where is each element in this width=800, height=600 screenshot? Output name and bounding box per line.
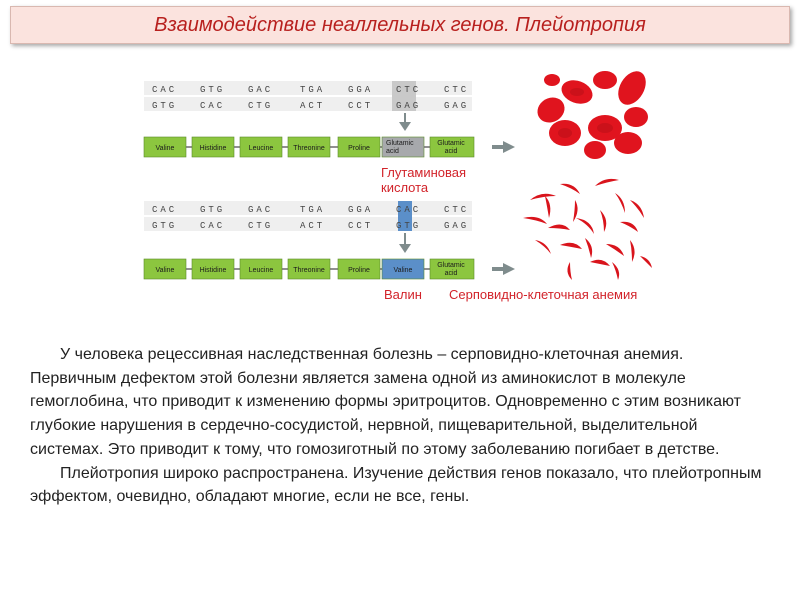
codon: GAG: [396, 101, 422, 111]
amino-acid-label: Leucine: [248, 267, 274, 274]
amino-acid-label: acid: [386, 148, 399, 155]
codon: GAG: [444, 221, 470, 231]
codon: CCT: [348, 101, 374, 111]
amino-acid-label: Glutamic: [437, 262, 465, 269]
amino-acid-label: Glutamic: [386, 140, 414, 147]
sickle-cell-label: Серповидно-клеточная анемия: [449, 287, 638, 302]
codon: CTC: [444, 85, 470, 95]
amino-acid-label: Leucine: [248, 145, 274, 152]
codon: CTC: [444, 205, 470, 215]
codon: GAG: [444, 101, 470, 111]
codon: GTG: [200, 85, 226, 95]
codon: CAC: [200, 221, 226, 231]
codon: GAC: [248, 85, 274, 95]
amino-acid-label: Proline: [348, 145, 370, 152]
amino-acid-label: acid: [444, 148, 458, 155]
codon: TGA: [300, 85, 326, 95]
mutant-amino-chain: [144, 259, 474, 279]
codon: CTG: [248, 101, 274, 111]
codon: ACT: [300, 101, 326, 111]
amino-acid-label: Threonine: [293, 145, 325, 152]
codon: CTC: [396, 85, 422, 95]
slide-title: Взаимодействие неаллельных генов. Плейотропия: [154, 13, 646, 36]
codon: GTG: [396, 221, 422, 231]
paragraph-1: У человека рецессивная наследственная болезнь – серповидно-клеточная анемия. Первичным дефектом этой болезни является замена одной из аминокислот в молекуле гемоглобина, что приводит к изменению формы эритроцитов. Одновременно с этим возникают глубокие нарушения в сердечно-сосудистой, нервной, пищеварительной, выделительной системах. Это приводит к тому, что гомозиготный по этому заболеванию погибает в детстве.: [30, 346, 742, 458]
amino-acid-label: Histidine: [199, 267, 227, 274]
codon: CAC: [152, 85, 178, 95]
amino-acid-label: Valine: [393, 267, 413, 274]
paragraph-2: Плейотропия широко распространена. Изучение действия генов показало, что плейотропным эффектом, очевидно, обладают многие, если не все, гены.: [30, 464, 762, 506]
arrow-head: [399, 244, 411, 253]
chain-arrow-head: [503, 263, 515, 275]
amino-acid-label: Valine: [155, 145, 175, 152]
amino-acid-label: Valine: [155, 267, 175, 274]
arrow-head: [399, 122, 411, 131]
chain-arrow-head: [503, 141, 515, 153]
amino-acid-label: Histidine: [199, 145, 227, 152]
amino-acid-label: Threonine: [293, 267, 325, 274]
codon: GAC: [248, 205, 274, 215]
normal-red-blood-cells: [533, 66, 652, 159]
codon: GGA: [348, 205, 374, 215]
glutamic-label-line1: Глутаминовая: [381, 165, 467, 180]
sickle-red-blood-cells: [523, 179, 652, 280]
codon: CAC: [200, 101, 226, 111]
codon: GTG: [152, 101, 178, 111]
amino-acid-label: Proline: [348, 267, 370, 274]
glutamic-label-line2: кислота: [381, 180, 429, 195]
normal-dna: [144, 81, 472, 111]
amino-acid-label: Glutamic: [437, 140, 465, 147]
codon: CTG: [248, 221, 274, 231]
codon: GTG: [200, 205, 226, 215]
amino-acid-label: acid: [444, 270, 458, 277]
normal-amino-chain: [144, 137, 474, 157]
codon: ACT: [300, 221, 326, 231]
valine-label: Валин: [384, 287, 422, 302]
codon: CCT: [348, 221, 374, 231]
body-text: [30, 343, 770, 509]
codon: GGA: [348, 85, 374, 95]
codon: GTG: [152, 221, 178, 231]
mutant-dna: [144, 201, 472, 231]
codon: CAC: [396, 205, 422, 215]
codon: CAC: [152, 205, 178, 215]
codon: TGA: [300, 205, 326, 215]
